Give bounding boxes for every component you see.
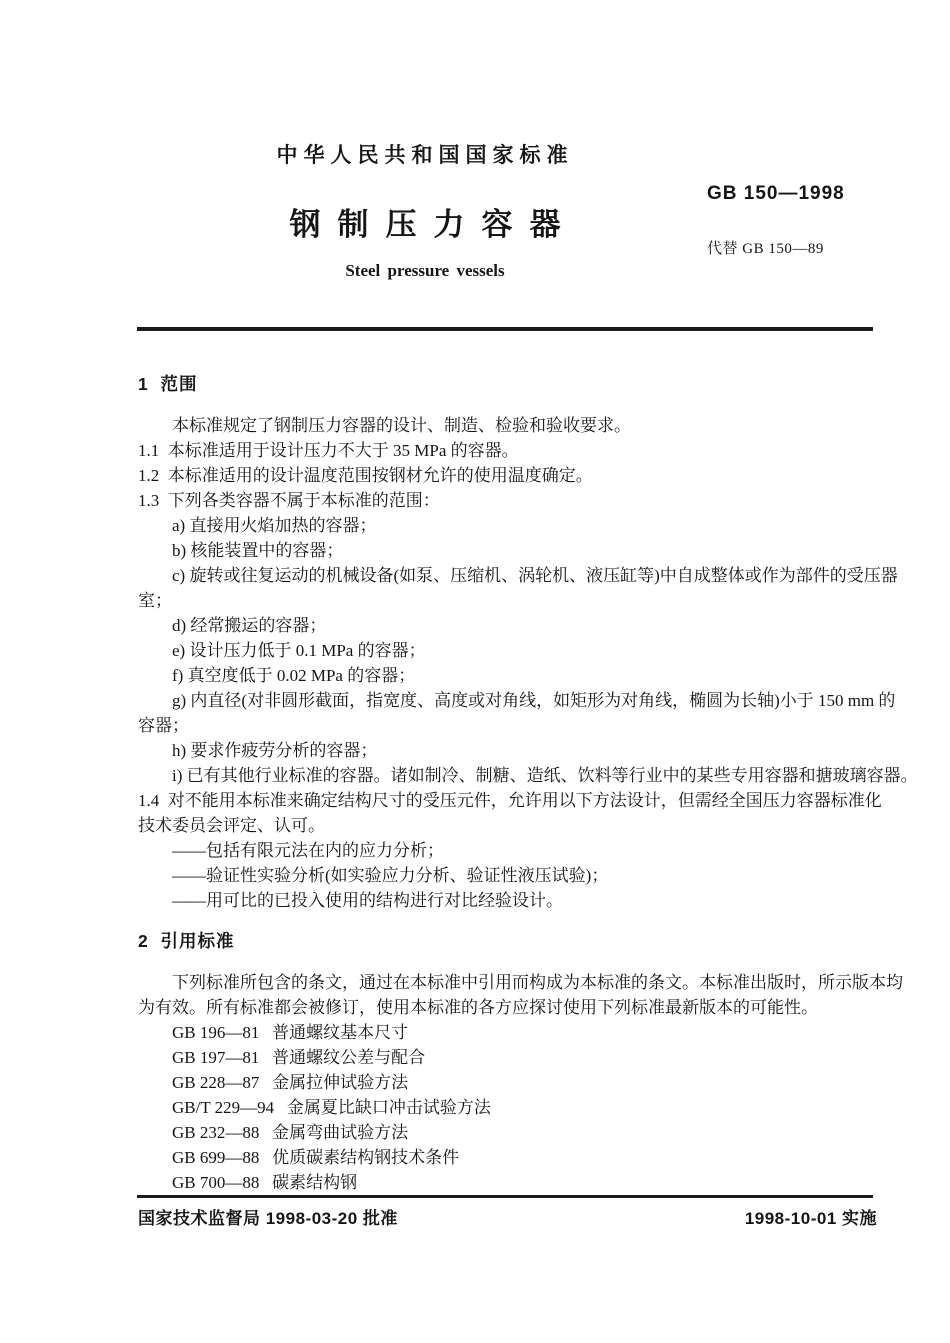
body-line: ——包括有限元法在内的应力分析； [172,841,444,860]
body-line: GB/T 229—94 金属夏比缺口冲击试验方法 [172,1098,491,1117]
body-line: c) 旋转或往复运动的机械设备(如泵、压缩机、涡轮机、液压缸等)中自成整体或作为部件的受压器 [172,566,898,585]
body-line: 1.2 本标准适用的设计温度范围按钢材允许的使用温度确定。 [138,466,593,485]
body-line: 容器； [138,716,189,735]
section-heading: 2 引用标准 [138,931,235,951]
body-line: 下列标准所包含的条文，通过在本标准中引用而构成为本标准的条文。本标准出版时，所示版本均 [172,973,903,992]
replaces-label: 代替 GB 150—89 [707,241,824,257]
body-line: 1.3 下列各类容器不属于本标准的范围： [138,491,440,510]
standard-code: GB 150—1998 [707,183,845,204]
body-line: ——验证性实验分析(如实验应力分析、验证性液压试验)； [172,866,609,885]
body-line: GB 197—81 普通螺纹公差与配合 [172,1048,426,1067]
document-title-cn: 钢制压力容器 [289,207,578,242]
document-body [138,372,938,1195]
approval-note: 国家技术监督局 1998-03-20 批准 [138,1209,398,1228]
body-line: 室； [138,591,172,610]
document-title-en: Steel pressure vessels [345,261,505,280]
body-line: 本标准规定了钢制压力容器的设计、制造、检验和验收要求。 [172,416,631,435]
body-line: GB 700—88 碳素结构钢 [172,1173,358,1192]
body-line: a) 直接用火焰加热的容器； [172,516,377,535]
body-line: GB 196—81 普通螺纹基本尺寸 [172,1023,409,1042]
body-line: h) 要求作疲劳分析的容器； [172,741,378,760]
body-line: 技术委员会评定、认可。 [138,816,325,835]
section-heading: 1 范围 [138,374,198,394]
body-line: i) 已有其他行业标准的容器。诸如制冷、制糖、造纸、饮料等行业中的某些专用容器和搪玻璃容器。 [172,766,918,785]
body-line: f) 真空度低于 0.02 MPa 的容器； [172,666,416,685]
body-line: g) 内直径(对非圆形截面，指宽度、高度或对角线，如矩形为对角线，椭圆为长轴)小于 150 mm 的 [172,691,896,710]
header-rule [137,327,873,331]
body-line: d) 经常搬运的容器； [172,616,327,635]
body-line: GB 228—87 金属拉伸试验方法 [172,1073,409,1092]
body-line: ——用可比的已投入使用的结构进行对比经验设计。 [172,891,563,910]
document-footer [138,1204,877,1229]
body-line: GB 699—88 优质碳素结构钢技术条件 [172,1148,460,1167]
implementation-note: 1998-10-01 实施 [744,1209,877,1228]
body-line: GB 232—88 金属弯曲试验方法 [172,1123,409,1142]
national-standard-label: 中华人民共和国国家标准 [276,144,574,167]
body-line: 1.4 对不能用本标准来确定结构尺寸的受压元件，允许用以下方法设计，但需经全国压力容器标准化 [138,791,882,810]
body-line: 为有效。所有标准都会被修订，使用本标准的各方应探讨使用下列标准最新版本的可能性。 [138,998,818,1017]
body-line: e) 设计压力低于 0.1 MPa 的容器； [172,641,426,660]
body-line: 1.1 本标准适用于设计压力不大于 35 MPa 的容器。 [138,441,519,460]
body-line: b) 核能装置中的容器； [172,541,344,560]
footer-rule [137,1195,873,1198]
